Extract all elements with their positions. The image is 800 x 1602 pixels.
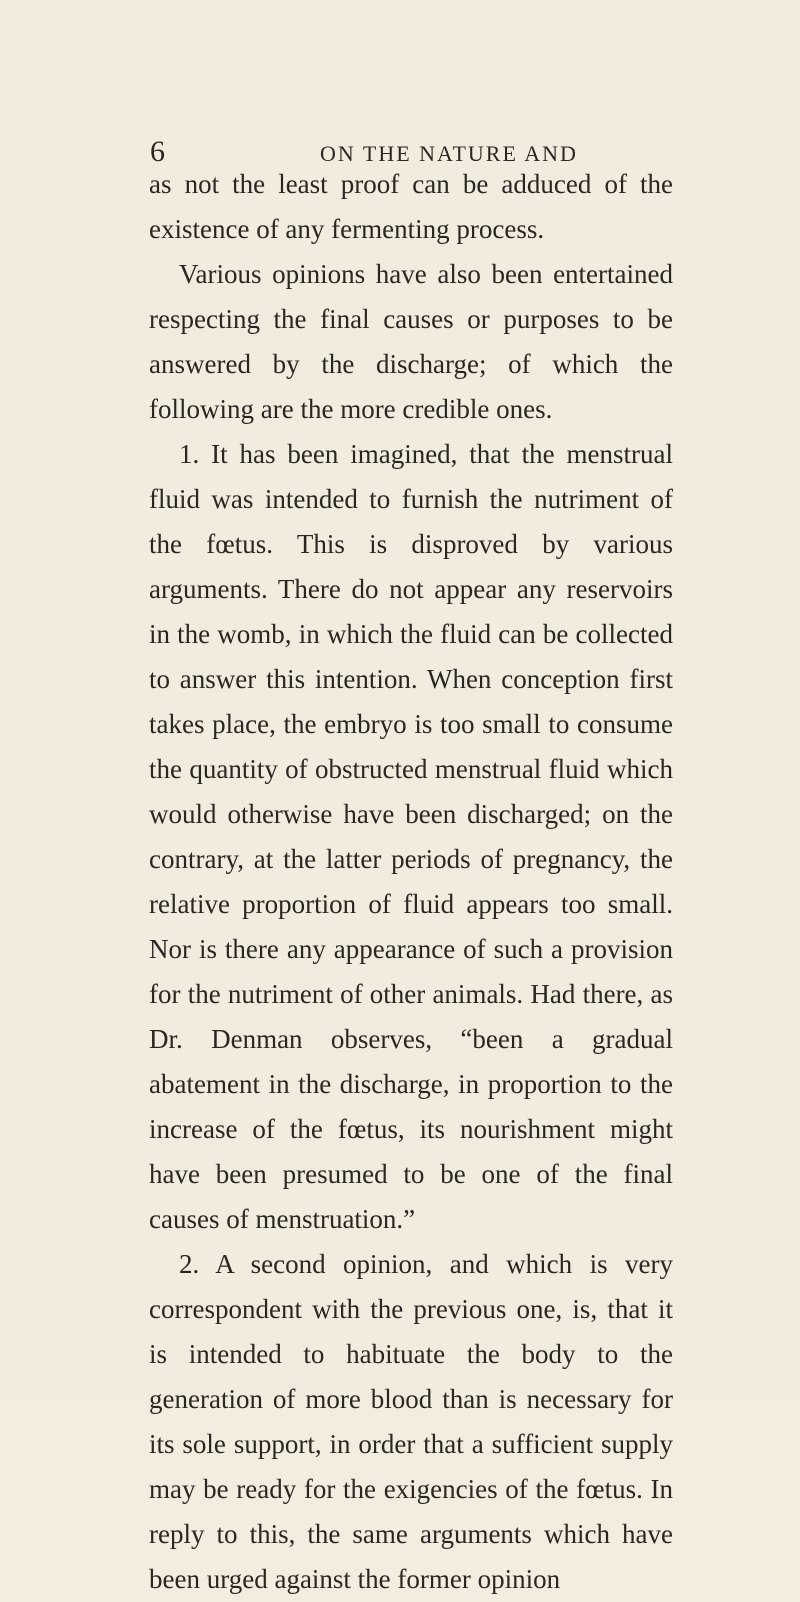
- paragraph-continuation: as not the least proof can be adduced of the existence of any fermenting process.: [149, 169, 673, 244]
- running-head: ON THE NATURE AND: [320, 141, 578, 166]
- paragraph-second-opinion: 2. A second opinion, and which is very correspondent with the previous one, is, that it is intended to habituate the body to the generation of more blood than is necessary for its sole support, in order that a sufficient supply may be ready for the exigencies of the fœtus. In reply to this, the same arguments which have been urged against the former opinion: [149, 1249, 673, 1594]
- paragraph-opinions: Various opinions have also been entertained respecting the final causes or purposes to be answered by the discharge; of which the following are the more credible ones.: [149, 259, 673, 424]
- paragraph-first-opinion: 1. It has been imagined, that the menstrual fluid was intended to furnish the nutriment of the fœtus. This is disproved by various arguments. There do not appear any reservoirs in the womb, in which the fluid can be collected to answer this intention. When conception first takes place, the embryo is too small to consume the quantity of obstructed menstrual fluid which would otherwise have been discharged; on the contrary, at the latter periods of pregnancy, the relative proportion of fluid appears too small. Nor is there any appearance of such a provision for the nutriment of other animals. Had there, as Dr. Denman observes, “been a gradual abatement in the discharge, in proportion to the increase of the fœtus, its nourishment might have been presumed to be one of the final causes of menstruation.”: [149, 439, 673, 1234]
- page-number: 6: [150, 135, 165, 168]
- body-text: [149, 162, 673, 1602]
